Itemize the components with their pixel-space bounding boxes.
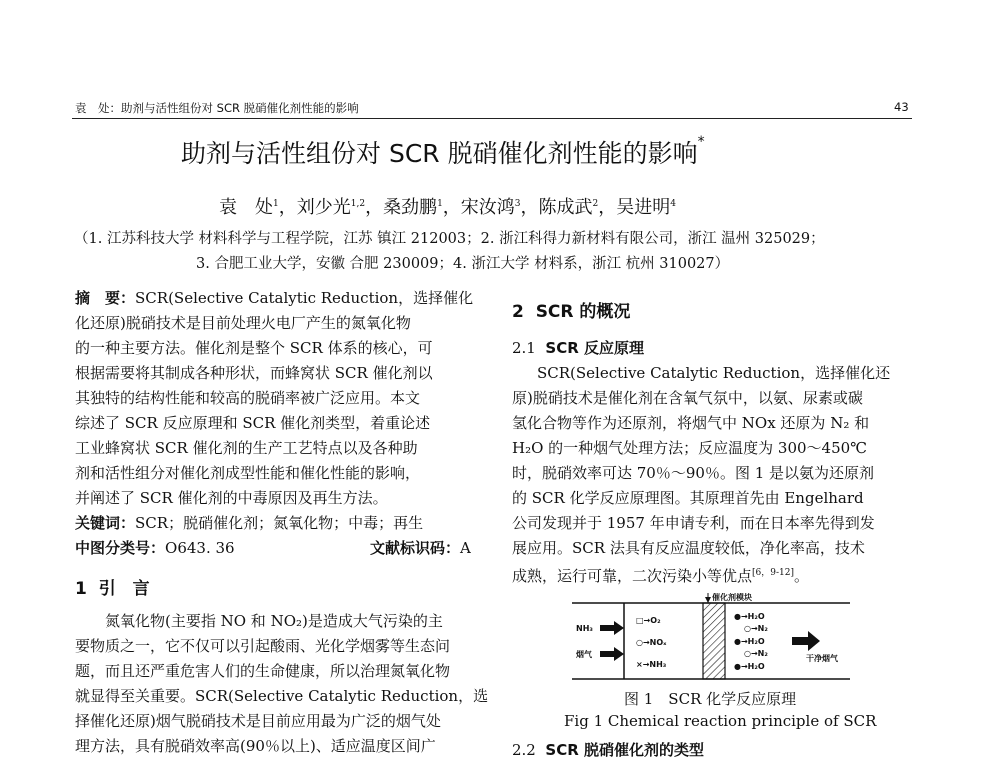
inlet-nh3-label: NH₃ (576, 624, 593, 633)
classification (75, 541, 235, 556)
scr-reaction-diagram (572, 593, 850, 681)
figure-caption-zh: 图 1 SCR 化学反应原理 (624, 690, 797, 708)
section-heading (75, 574, 150, 599)
body-line: SCR(Selective Catalytic Reduction，选择催化还 (537, 364, 891, 382)
doc-code-label: 文献标识码： (370, 539, 461, 557)
body-line: 氢化合物等作为还原剂，将烟气中 NOx 还原为 N₂ 和 (512, 414, 870, 432)
body-line: 理方法，具有脱硝效率高(90％以上)、适应温度区间广 (75, 737, 436, 755)
body-line: 展应用。SCR 法具有反应温度较低，净化率高，技术 (512, 539, 865, 557)
inlet-flue-label: 烟气 (576, 650, 592, 659)
subsection-heading (512, 337, 644, 358)
abstract-line: SCR(Selective Catalytic Reduction，选择催化 (135, 289, 474, 307)
abstract-label: 摘 要： (75, 289, 136, 307)
abstract-line: 根据需要将其制成各种形状，而蜂窝状 SCR 催化剂以 (75, 364, 433, 382)
author-name: 吴进明 (616, 197, 671, 218)
product-h2o: ●→H₂O (734, 637, 765, 646)
author-name: 宋汝鸿 (460, 197, 515, 218)
section-heading (512, 297, 630, 322)
body-line: 公司发现并于 1957 年申请专利，而在日本率先得到发 (512, 514, 875, 532)
keywords-text: SCR；脱硝催化剂；氮氧化物；中毒；再生 (135, 514, 424, 532)
sentence-end: 。 (793, 567, 809, 585)
product-n2: ○→N₂ (744, 649, 768, 658)
author-list: 袁 处$^1$，刘少光$^{1,2}$，桑劲鹏$^1$，宋汝鸿$^3$，陈成武$^2$，吴进明$^4$ (219, 197, 676, 218)
clc-label: 中图分类号： (75, 539, 166, 557)
title-footnote-mark: * (697, 134, 705, 150)
abstract-line: 化还原)脱硝技术是目前处理火电厂产生的氮氧化物 (75, 314, 411, 332)
subsection-number: 2.2 (512, 741, 536, 759)
document-code (370, 541, 471, 556)
abstract-first-line (75, 291, 473, 306)
inlet-flue-arrow (600, 647, 624, 661)
body-line: 原)脱硝技术是催化剂在含氧气氛中，以氨、尿素或碳 (512, 389, 863, 407)
clc-value: O643. 36 (165, 539, 235, 557)
abstract-line: 综述了 SCR 反应原理和 SCR 催化剂类型，着重论述 (75, 414, 431, 432)
inlet-nh3-arrow (600, 621, 624, 635)
figure-caption-en: Fig 1 Chemical reaction principle of SCR (564, 712, 877, 730)
catalyst-label: 催化剂模块 (712, 593, 752, 602)
paper-title (181, 134, 705, 170)
abstract-line: 其独特的结构性能和较高的脱硝率被广泛应用。本文 (75, 389, 421, 407)
reaction-o2: □→O₂ (636, 616, 661, 625)
page-number: 43 (894, 100, 909, 114)
section-number: 2 (512, 302, 524, 322)
affiliation-line: （1. 江苏科技大学 材料科学与工程学院，江苏 镇江 212003；2. 浙江科得力新材料有限公司，浙江 温州 325029； (74, 231, 825, 247)
subsection-heading (512, 739, 704, 760)
author-affil-sup: 1 (437, 199, 443, 209)
subsection-number: 2.1 (512, 339, 536, 357)
section-title: 引 言 (98, 579, 150, 599)
keywords (75, 516, 423, 531)
author-name: 桑劲鹏 (383, 197, 438, 218)
abstract-line: 剂和活性组分对催化剂成型性能和催化性能的影响， (75, 464, 421, 482)
body-line: 氮氧化物(主要指 NO 和 NO₂)是造成大气污染的主 (105, 612, 443, 630)
author-name: 刘少光 (296, 197, 351, 218)
subsection-title: SCR 脱硝催化剂的类型 (545, 741, 704, 759)
body-line: 的 SCR 化学反应原理图。其原理首先由 Engelhard (512, 489, 864, 507)
product-h2o: ●→H₂O (734, 662, 765, 671)
abstract-line: 并阐述了 SCR 催化剂的中毒原因及再生方法。 (75, 489, 388, 507)
body-line: 成熟，运行可靠，二次污染小等优点 (512, 567, 753, 585)
author-name: 袁 处 (219, 197, 273, 218)
running-title: 袁 处：助剂与活性组份对 SCR 脱硝催化剂性能的影响 (75, 101, 359, 115)
outlet-label: 干净烟气 (806, 654, 838, 663)
reaction-nox: ○→NOₓ (636, 638, 667, 647)
author-affil-sup: 2 (592, 199, 599, 209)
body-line: 时，脱硝效率可达 70％～90％。图 1 是以氨为还原剂 (512, 464, 875, 482)
doc-code-value: A (460, 539, 471, 557)
citation: [6，9-12] (752, 568, 794, 578)
reaction-nh3: ×→NH₃ (636, 660, 667, 669)
body-line: 就显得至关重要。SCR(Selective Catalytic Reduction，选 (75, 687, 489, 705)
subsection-title: SCR 反应原理 (545, 339, 644, 357)
author-affil-sup: 4 (670, 199, 676, 209)
author-name: 陈成武 (538, 197, 593, 218)
header-rule (72, 118, 912, 119)
catalyst-block (703, 603, 725, 679)
affiliation-line: 3. 合肥工业大学，安徽 合肥 230009；4. 浙江大学 材料系，浙江 杭州 310027） (196, 256, 730, 272)
body-line: 题，而且还严重危害人们的生命健康，所以治理氮氧化物 (75, 662, 451, 680)
abstract-line: 的一种主要方法。催化剂是整个 SCR 体系的核心，可 (75, 339, 433, 357)
product-h2o: ●→H₂O (734, 612, 765, 621)
product-n2: ○→N₂ (744, 624, 768, 633)
section-number: 1 (75, 579, 87, 599)
body-line: 择催化还原)烟气脱硝技术是目前应用最为广泛的烟气处 (75, 712, 441, 730)
body-line: H₂O 的一种烟气处理方法；反应温度为 300～450℃ (512, 439, 867, 457)
outlet-arrow (792, 631, 820, 651)
body-line-with-citation (512, 566, 809, 584)
section-title: SCR 的概况 (535, 302, 631, 322)
author-affil-sup: 3 (514, 199, 521, 209)
abstract-line: 工业蜂窝状 SCR 催化剂的生产工艺特点以及各种助 (75, 439, 418, 457)
keywords-label: 关键词： (75, 514, 136, 532)
body-line: 要物质之一，它不仅可以引起酸雨、光化学烟雾等生态问 (75, 637, 451, 655)
paper-title-text: 助剂与活性组份对 SCR 脱硝催化剂性能的影响 (181, 139, 698, 168)
author-affil-sup: 1,2 (350, 199, 366, 209)
author-affil-sup: 1 (273, 199, 279, 209)
